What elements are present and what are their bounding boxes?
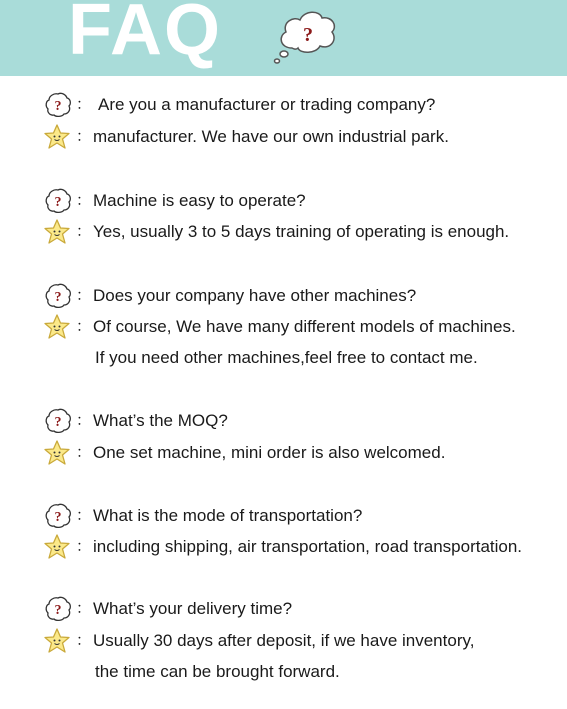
separator-colon: ： — [76, 632, 92, 649]
faq-answer-row — [0, 313, 567, 341]
faq-answer-continuation-text: the time can be brought forward. — [95, 662, 340, 681]
svg-text:?: ? — [54, 290, 62, 305]
separator-colon: ： — [76, 538, 92, 555]
separator-colon: ： — [76, 192, 92, 209]
faq-answer-row — [0, 439, 567, 467]
page-title: FAQ — [68, 0, 223, 70]
faq-answer-continuation-text: If you need other machines,feel free to contact me. — [95, 348, 478, 367]
faq-answer-row — [0, 123, 567, 151]
star-icon — [42, 439, 72, 476]
faq-question-text: What’s the MOQ? — [93, 411, 228, 430]
faq-question-text: What is the mode of transportation? — [93, 506, 363, 525]
faq-answer-row — [0, 218, 567, 246]
faq-question-row — [0, 91, 567, 119]
faq-answer-text: including shipping, air transportation, road transportation. — [93, 537, 523, 556]
faq-question-row — [0, 407, 567, 435]
faq-banner — [0, 0, 567, 76]
separator-colon: ： — [76, 444, 92, 461]
separator-colon: ： — [76, 412, 92, 429]
faq-answer-text: Yes, usually 3 to 5 days training of operating is enough. — [93, 222, 510, 241]
faq-question-text: Does your company have other machines? — [93, 286, 417, 305]
svg-text:?: ? — [54, 99, 62, 114]
separator-colon: ： — [76, 507, 92, 524]
separator-colon: ： — [76, 223, 92, 240]
faq-answer-text: Of course, We have many different models of machines. — [93, 317, 516, 336]
faq-answer-text: manufacturer. We have our own industrial park. — [93, 127, 449, 146]
faq-question-row — [0, 187, 567, 215]
faq-answer-continuation-row — [0, 344, 567, 372]
separator-colon: ： — [76, 96, 92, 113]
faq-question-row — [0, 595, 567, 623]
faq-answer-continuation-row — [0, 658, 567, 686]
svg-text:?: ? — [54, 510, 62, 525]
faq-question-text: Machine is easy to operate? — [93, 191, 306, 210]
star-icon — [42, 123, 72, 160]
svg-text:?: ? — [54, 195, 62, 210]
separator-colon: ： — [76, 318, 92, 335]
faq-question-text: Are you a manufacturer or trading company? — [98, 95, 436, 114]
star-icon — [42, 533, 72, 570]
faq-question-row — [0, 502, 567, 530]
separator-colon: ： — [76, 128, 92, 145]
faq-answer-row — [0, 533, 567, 561]
faq-question-row — [0, 282, 567, 310]
faq-answer-text: Usually 30 days after deposit, if we have inventory, — [93, 631, 475, 650]
svg-text:?: ? — [54, 603, 62, 618]
question-thought-bubble-icon — [270, 8, 342, 73]
bubble-question-glyph: ? — [303, 24, 313, 46]
faq-answer-text: One set machine, mini order is also welcomed. — [93, 443, 446, 462]
faq-question-text: What’s your delivery time? — [93, 599, 293, 618]
faq-answer-row — [0, 627, 567, 655]
separator-colon: ： — [76, 287, 92, 304]
separator-colon: ： — [76, 600, 92, 617]
star-icon — [42, 218, 72, 255]
svg-text:?: ? — [54, 415, 62, 430]
